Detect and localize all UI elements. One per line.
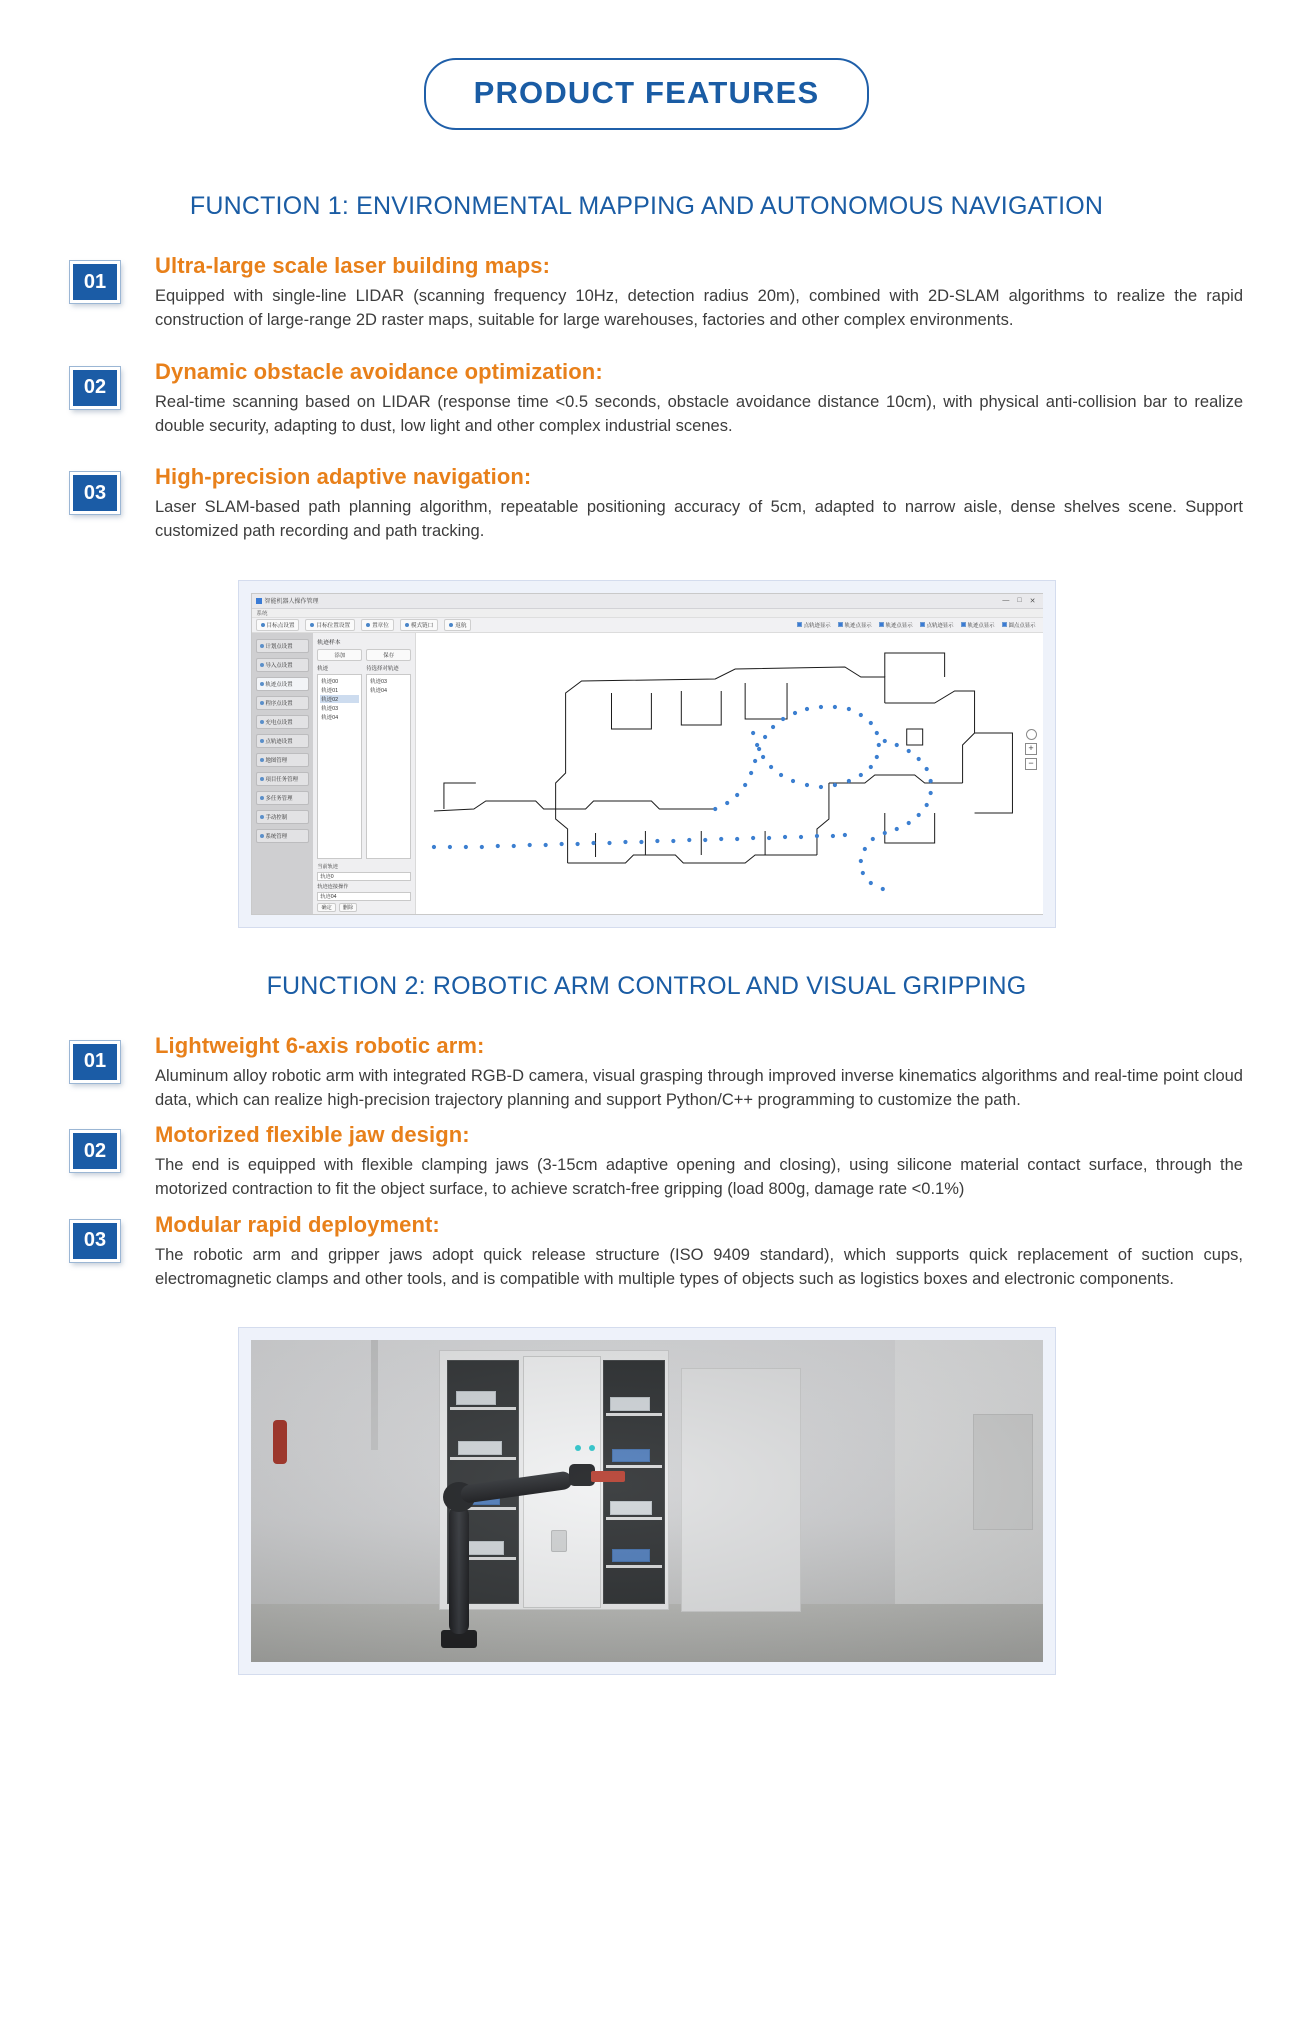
checkbox-label: 轨迹点显示 (885, 622, 913, 629)
feature-item (70, 1212, 1243, 1292)
checkbox-label: 轨迹点显示 (967, 622, 995, 629)
sidebar-item-label: 程序点设置 (265, 700, 293, 707)
candidate-list[interactable] (366, 674, 411, 859)
map-vector (416, 633, 1042, 915)
multitask-icon (260, 796, 264, 800)
sidebar-item-label: 手动控制 (265, 814, 288, 821)
confirm-button[interactable]: 确定 (317, 903, 335, 912)
path-icon (260, 739, 264, 743)
panel-title: 轨迹样本 (317, 639, 341, 646)
zoom-out-button[interactable]: − (1025, 758, 1037, 770)
feature-number-badge: 02 (70, 1130, 120, 1172)
sidebar-item[interactable] (256, 696, 310, 710)
feature-number-badge: 01 (70, 1041, 120, 1083)
panel-columns (317, 664, 411, 859)
sidebar-item[interactable] (256, 734, 310, 748)
feature-title: Ultra-large scale laser building maps: (155, 253, 551, 278)
toolbar-checkbox-group (797, 621, 1040, 629)
track-link-label: 轨迹连接操作 (317, 883, 349, 890)
panel-button-row (317, 649, 411, 661)
checkbox-icon (920, 622, 925, 627)
feature-body (155, 464, 1243, 544)
toolbar-button[interactable] (305, 619, 355, 631)
feature-title: Lightweight 6-axis robotic arm: (155, 1032, 485, 1058)
slam-map-canvas[interactable] (416, 633, 1042, 915)
sidebar-item-label: 点轨迹设置 (265, 738, 293, 745)
feature-title: Dynamic obstacle avoidance optimization: (155, 358, 603, 384)
checkbox-label: 圆点点显示 (1008, 622, 1036, 629)
add-button[interactable]: 添加 (317, 649, 362, 661)
track-link-select[interactable]: 轨迹04 (317, 892, 411, 901)
feature-text: Equipped with single-line LIDAR (scanning frequency 10Hz, detection radius 20m), combined with 2D-SLAM algorithms to realize the rapid construction of large-range 2D raster maps, suitable for large warehouses, factories and other complex environments. (155, 287, 1243, 330)
charging-icon (260, 720, 264, 724)
feature-body (155, 1122, 1243, 1202)
sidebar-item[interactable] (256, 715, 310, 729)
feature-number-badge: 01 (70, 261, 120, 303)
feature-body (155, 1033, 1243, 1113)
feature-item (70, 359, 1243, 439)
return-icon (449, 623, 453, 627)
sidebar-item-label: 充电点设置 (265, 719, 293, 726)
track-panel (313, 633, 416, 915)
photo-vignette (251, 1340, 1043, 1662)
sidebar-item[interactable] (256, 639, 310, 653)
sidebar-item-label: 轨迹点设置 (265, 681, 293, 688)
close-icon[interactable]: ✕ (1029, 597, 1036, 605)
feature-item (70, 464, 1243, 544)
feature-body (155, 1212, 1243, 1292)
section-heading-2: FUNCTION 2: ROBOTIC ARM CONTROL AND VISUAL GRIPPING (266, 971, 1027, 1000)
minimize-icon[interactable]: — (1002, 596, 1010, 604)
toolbar-button[interactable] (256, 619, 300, 631)
feature-title: Motorized flexible jaw design: (155, 1122, 470, 1147)
checkbox-icon (797, 622, 802, 627)
list-item[interactable]: 轨迹04 (321, 714, 339, 721)
checkbox-label: 点轨迹显示 (803, 622, 831, 629)
map-icon (260, 758, 264, 762)
feature-number-badge: 03 (70, 472, 120, 514)
feature-item (70, 253, 1243, 333)
figure-robot-arm-photo (238, 1327, 1056, 1675)
column-header: 待选择对轨迹 (366, 665, 399, 672)
app-logo-icon (256, 598, 262, 604)
import-icon (260, 663, 264, 667)
feature-title: Modular rapid deployment: (155, 1211, 440, 1237)
sidebar-item-label: 项目任务管理 (265, 776, 298, 783)
list-item[interactable]: 轨迹04 (370, 687, 388, 694)
feature-title: High-precision adaptive navigation: (155, 464, 532, 489)
sidebar-item[interactable] (256, 810, 310, 824)
sidebar-item-label: 地图管理 (265, 757, 288, 764)
checkbox-display-option[interactable] (797, 621, 831, 629)
feature-text: Real-time scanning based on LIDAR (response time <0.5 seconds, obstacle avoidance distance 10cm), with physical anti-collision bar to realize double security, adapting to dust, low light and other complex industrial scenes. (155, 392, 1243, 435)
app-window-title: 智能机器人操作管理 (264, 599, 319, 605)
task-icon (260, 777, 264, 781)
compass-icon[interactable] (1026, 729, 1037, 740)
feature-text: The robotic arm and gripper jaws adopt quick release structure (ISO 9409 standard), which supports quick replacement of suction cups, electromagnetic clamps and other tools, and is compatible with multiple types of objects such as logistics boxes and electronic components. (155, 1245, 1243, 1288)
manual-control-icon (260, 815, 264, 819)
mode-link-icon (405, 623, 409, 627)
page-title-wrapper (0, 0, 1293, 130)
feature-list-2 (0, 1033, 1293, 1292)
robot-arm-photo (251, 1340, 1043, 1662)
checkbox-display-option[interactable] (879, 621, 913, 629)
feature-text: The end is equipped with flexible clamping jaws (3-15cm adaptive opening and closing), using silicone material contact surface, through the motorized contraction to fit the object surface, to achieve scratch-free gripping (load 800g, damage rate <0.1%) (155, 1156, 1243, 1199)
list-item[interactable]: 轨迹01 (321, 687, 339, 694)
checkbox-icon (879, 622, 884, 627)
panel-footer-buttons (317, 903, 411, 912)
sidebar-item[interactable] (256, 829, 310, 843)
sidebar-item[interactable] (256, 753, 310, 767)
toolbar-button-label: 目标位置设置 (316, 622, 351, 629)
track-icon (260, 682, 264, 686)
app-sidebar (252, 633, 314, 915)
page-title: PRODUCT FEATURES (424, 58, 870, 130)
save-button[interactable]: 保存 (366, 649, 411, 661)
checkbox-display-option[interactable] (838, 621, 872, 629)
gear-icon (260, 834, 264, 838)
column-header: 轨迹 (317, 665, 329, 672)
sidebar-item-label: 系统管理 (265, 833, 288, 840)
feature-body (155, 359, 1243, 439)
app-body (252, 633, 1043, 915)
checkbox-display-option[interactable] (1002, 621, 1036, 629)
figure-inner (251, 593, 1043, 915)
app-menubar (252, 609, 1043, 618)
track-list[interactable] (317, 674, 362, 859)
toolbar-button-label: 模式链口 (410, 622, 434, 629)
menu-item-system[interactable]: 系统 (256, 610, 268, 617)
panel-footer (317, 863, 411, 912)
sidebar-item[interactable] (256, 791, 310, 805)
section-heading-1: FUNCTION 1: ENVIRONMENTAL MAPPING AND AUTONOMOUS NAVIGATION (189, 192, 1104, 220)
toolbar-button[interactable] (361, 619, 394, 631)
toolbar-button[interactable] (400, 619, 438, 631)
checkbox-icon (1002, 622, 1007, 627)
app-toolbar (252, 618, 1043, 633)
current-track-value[interactable]: 轨迹0 (317, 872, 411, 881)
toolbar-button-label: 返航 (455, 622, 467, 629)
checkbox-icon (961, 622, 966, 627)
list-item[interactable]: 轨迹03 (321, 705, 339, 712)
program-icon (260, 701, 264, 705)
list-item-selected[interactable]: 轨迹02 (320, 695, 359, 703)
current-track-label: 当前轨迹 (317, 863, 339, 870)
toolbar-button-label: 目标点设置 (266, 622, 295, 629)
checkbox-label: 点轨迹显示 (926, 622, 954, 629)
toolbar-button[interactable] (444, 619, 471, 631)
home-position-icon (366, 623, 370, 627)
target-point-icon (261, 623, 265, 627)
checkbox-icon (838, 622, 843, 627)
sidebar-item[interactable] (256, 772, 310, 786)
slam-app-window (251, 593, 1043, 915)
checkbox-display-option[interactable] (920, 621, 954, 629)
checkbox-label: 轨迹点显示 (844, 622, 872, 629)
checkbox-display-option[interactable] (961, 621, 995, 629)
feature-text: Laser SLAM-based path planning algorithm, repeatable positioning accuracy of 5cm, adapted to narrow aisle, dense shelves scene. Support customized path recording and path tracking. (155, 498, 1243, 541)
panel-column-candidates (366, 664, 411, 859)
toolbar-button-label: 置章位 (372, 622, 389, 629)
feature-list-1 (0, 253, 1293, 544)
figure-inner (251, 1340, 1043, 1662)
point-icon (260, 644, 264, 648)
maximize-icon[interactable]: □ (1017, 596, 1022, 604)
feature-number-badge: 02 (70, 367, 120, 409)
window-controls (1002, 597, 1039, 605)
feature-body (155, 253, 1243, 333)
feature-item (70, 1033, 1243, 1113)
sidebar-item-label: 计划点设置 (265, 643, 293, 650)
sidebar-item[interactable] (256, 658, 310, 672)
app-titlebar (252, 594, 1043, 609)
figure-slam-screenshot (238, 580, 1056, 928)
sidebar-item[interactable] (256, 677, 310, 691)
map-zoom-controls[interactable] (1025, 729, 1038, 770)
feature-number-badge: 03 (70, 1220, 120, 1262)
delete-button[interactable]: 删除 (339, 903, 357, 912)
list-item[interactable]: 轨迹03 (370, 678, 388, 685)
panel-column-tracks (317, 664, 362, 859)
target-position-icon (310, 623, 314, 627)
feature-text: Aluminum alloy robotic arm with integrated RGB-D camera, visual grasping through improved inverse kinematics algorithms and real-time point cloud data, which can realize high-precision trajectory planning and support Python/C++ programming to customize the path. (155, 1066, 1243, 1109)
sidebar-item-label: 多任务管理 (265, 795, 293, 802)
list-item[interactable]: 轨迹00 (321, 678, 339, 685)
feature-item (70, 1122, 1243, 1202)
zoom-in-button[interactable]: + (1025, 743, 1037, 755)
sidebar-item-label: 导入点设置 (265, 662, 293, 669)
